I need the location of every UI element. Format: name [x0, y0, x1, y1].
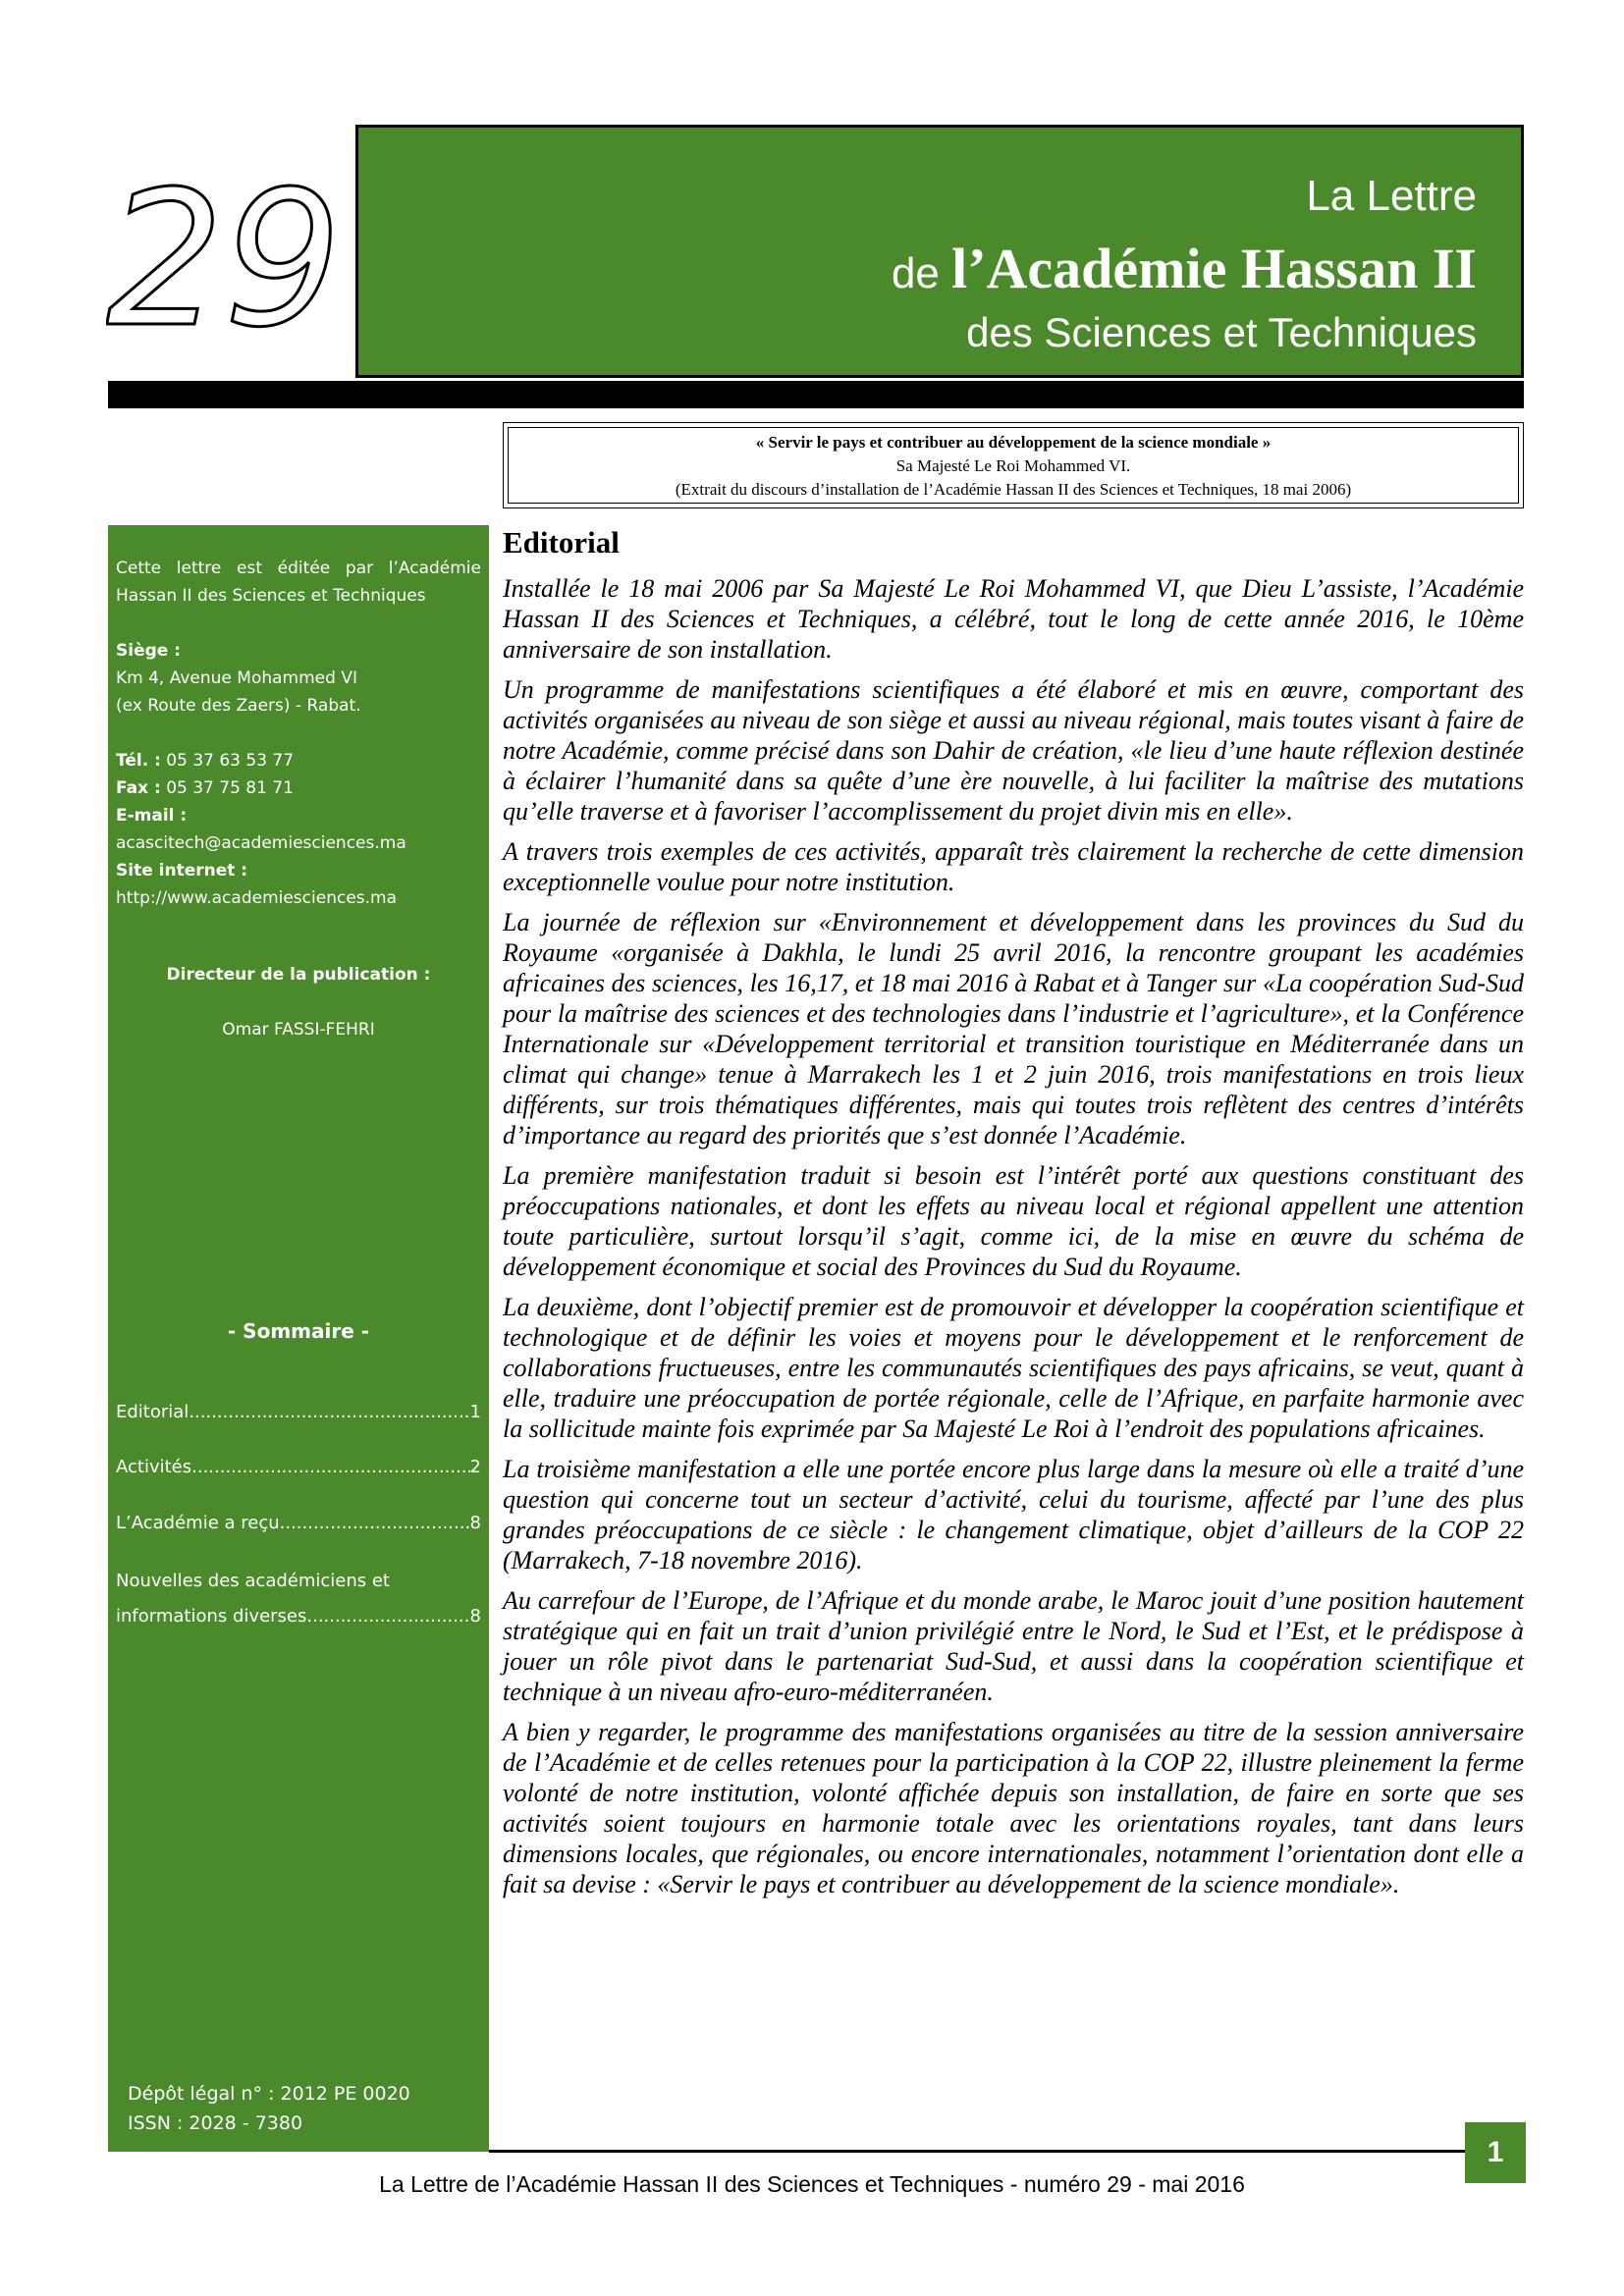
legal-info	[128, 2079, 410, 2138]
toc-label-cont: informations diverses	[116, 1606, 307, 1627]
masthead-academy-name: l’Académie Hassan II	[951, 237, 1477, 300]
toc-leader	[189, 1399, 469, 1426]
issue-number-text: 29	[106, 167, 342, 344]
sidebar-intro: Cette lettre est éditée par l’Académie Hassan II des Sciences et Techniques	[116, 559, 481, 606]
toc-item-editorial[interactable]	[116, 1399, 481, 1426]
toc-label: L’Académie a reçu	[116, 1513, 280, 1533]
depot-legal: Dépôt légal n° : 2012 PE 0020	[128, 2083, 410, 2105]
website-link[interactable]: http://www.academiesciences.ma	[116, 888, 398, 908]
bottom-divider	[489, 2150, 1524, 2153]
siege-label: Siège :	[116, 641, 182, 661]
editorial-paragraph: Un programme de manifestations scientifiques a été élaboré et mis en œuvre, comportant des activités organisées au niveau de son siège et aussi au niveau régional, mais toutes visant à faire de notre Académie, comme précisé dans son Dahir de création, «le lieu d’une haute réflexion destinée à éclairer l’humanité dans sa quête d’une ère nouvelle, à lui faciliter la maîtrise des mutations qu’elle traverse et à favoriser l’accomplissement du projet divin mis en elle».	[503, 675, 1524, 826]
editorial-paragraph: Au carrefour de l’Europe, de l’Afrique et du monde arabe, le Maroc jouit d’une position hautement stratégique qui en fait un trait d’union privilégié entre le Nord, le Sud et l’Est, et le prédispose à jouer un rôle pivot dans le partenariat Sud-Sud, et aussi dans la coopération scientifique et technique à un niveau afro-euro-méditerranéen.	[503, 1586, 1524, 1706]
toc-page: 8	[469, 1606, 481, 1627]
header-divider	[108, 381, 1524, 408]
toc-label: Nouvelles des académiciens et	[116, 1571, 390, 1591]
siege-line2: (ex Route des Zaers) - Rabat.	[116, 696, 361, 716]
toc-item-activites[interactable]	[116, 1454, 481, 1481]
editorial-paragraph: A travers trois exemples de ces activités, apparaît très clairement la recherche de cette dimension exceptionnelle voulue pour notre institution.	[503, 837, 1524, 896]
editorial-paragraph: La première manifestation traduit si besoin est l’intérêt porté aux questions constituant des préoccupations nationales, et dont les effets au niveau local et régional appellent une attention toute particulière, surtout lorsqu’il s’agit, comme ici, de la mise en œuvre du schéma de développement économique et social des Provinces du Sud du Royaume.	[503, 1161, 1524, 1281]
page-footer: La Lettre de l’Académie Hassan II des Sciences et Techniques - numéro 29 - mai 2016	[379, 2171, 1245, 2197]
masthead-prefix: de	[891, 249, 952, 297]
toc-leader	[306, 1599, 469, 1634]
quote-author: Sa Majesté Le Roi Mohammed VI.	[895, 456, 1131, 475]
director-label: Directeur de la publication :	[166, 965, 431, 985]
toc-page: 1	[469, 1402, 481, 1422]
toc-page: 2	[469, 1457, 481, 1477]
email-label: E-mail :	[116, 806, 188, 826]
toc-label: Editorial	[116, 1402, 189, 1422]
page-number-badge: 1	[1465, 2122, 1526, 2183]
tel-row	[116, 747, 481, 774]
masthead-line3: des Sciences et Techniques	[966, 309, 1477, 355]
toc-leader	[280, 1510, 470, 1537]
fax-label: Fax :	[116, 778, 161, 798]
tel-label: Tél. :	[116, 751, 161, 771]
masthead-line2	[892, 236, 1477, 301]
fax-value: 05 37 75 81 71	[166, 778, 294, 798]
quote-box	[503, 422, 1524, 508]
issue-number	[106, 167, 352, 344]
masthead-line1: La Lettre	[1306, 172, 1477, 220]
editorial-paragraph: La deuxième, dont l’objectif premier est de promouvoir et développer la coopération scientifique et technologique et de définir les voies et moyens pour le développement et le renforcement de collaborations fructueuses, entre les communautés scientifiques des pays africains, se veut, quant à elle, traduire une préoccupation de portée régionale, celle de l’Afrique, en parfaite harmonie avec la sollicitude mainte fois exprimée par Sa Majesté Le Roi à l’endroit des populations africaines.	[503, 1293, 1524, 1443]
toc-label: Activités	[116, 1457, 192, 1477]
sidebar-contacts	[116, 747, 481, 912]
toc-item-academie-a-recu[interactable]	[116, 1510, 481, 1537]
masthead	[355, 125, 1524, 378]
siege-line1: Km 4, Avenue Mohammed VI	[116, 668, 357, 688]
toc-leader	[191, 1454, 469, 1481]
editorial-paragraph: Installée le 18 mai 2006 par Sa Majesté Le Roi Mohammed VI, que Dieu L’assiste, l’Académie Hassan II des Sciences et Techniques, a célébré, tout le long de cette année 2016, le 10ème anniversaire de son installation.	[503, 574, 1524, 664]
editorial-paragraph: A bien y regarder, le programme des manifestations organisées au titre de la session anniversaire de l’Académie et de celles retenues pour la participation à la COP 22, illustre pleinement la ferme volonté de notre institution, volonté affichée depuis son installation, de faire en sorte que ses activités soient toujours en harmonie totale avec les orientations royales, tant dans leurs dimensions locales, que régionales, ou encore internationales, notamment l’orientation dont elle a fait sa devise : «Servir le pays et contribuer au développement de la science mondiale».	[503, 1718, 1524, 1898]
issn: ISSN : 2028 - 7380	[128, 2112, 303, 2134]
director-name: Omar FASSI-FEHRI	[222, 1020, 375, 1040]
sommaire-title: - Sommaire -	[227, 1319, 370, 1343]
editorial-paragraph: La troisième manifestation a elle une portée encore plus large dans la mesure où elle a traité d’une question qui concerne tout un secteur d’activité, celui du tourisme, affecté par l’une des plus grandes préoccupations de ce siècle : le changement climatique, objet d’ailleurs de la COP 22 (Marrakech, 7-18 novembre 2016).	[503, 1455, 1524, 1575]
editorial-title: Editorial	[503, 525, 620, 560]
toc-item-nouvelles[interactable]	[116, 1564, 481, 1634]
tel-value: 05 37 63 53 77	[166, 751, 295, 771]
fax-row	[116, 774, 481, 802]
site-label: Site internet :	[116, 861, 248, 881]
toc-page: 8	[469, 1513, 481, 1533]
sidebar	[108, 525, 489, 2152]
email-link[interactable]: acascitech@academiesciences.ma	[116, 833, 406, 853]
quote-text: « Servir le pays et contribuer au développement de la science mondiale »	[755, 433, 1272, 452]
editorial-paragraph: La journée de réflexion sur «Environnement et développement dans les provinces du Sud du Royaume «organisée à Dakhla, le lundi 25 avril 2016, la rencontre groupant les académies africaines des sciences, les 16,17, et 18 mai 2016 à Rabat et à Tanger sur «La coopération Sud-Sud pour la maîtrise des sciences et des technologies dans l’industrie et l’agriculture», et la Conférence Internationale sur «Développement territorial et transition touristique en Méditerranée dans un climat qui change» tenue à Marrakech les 1 et 2 juin 2016, trois manifestations en trois lieux différents, sur trois thématiques différentes, mais qui toutes trois reflètent des centres d’intérêts d’importance au regard des priorités que s’est donnée l’Académie.	[503, 908, 1524, 1149]
editorial-body	[503, 573, 1524, 1909]
sidebar-address	[116, 637, 481, 720]
quote-source: (Extrait du discours d’installation de l’Académie Hassan II des Sciences et Techniques, 18 mai 2006)	[675, 480, 1352, 499]
